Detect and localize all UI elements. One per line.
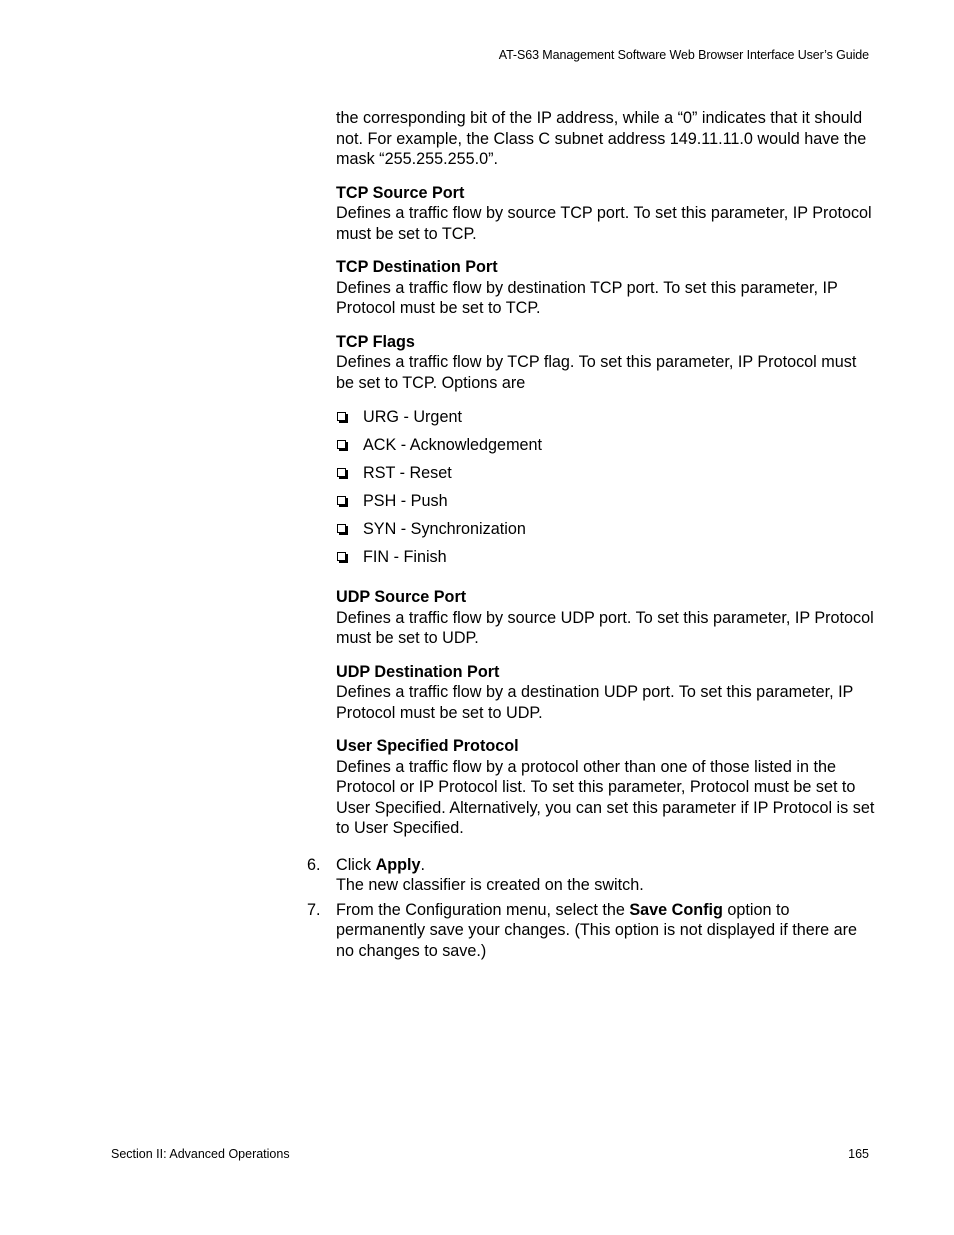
param-description: Defines a traffic flow by source UDP port. To set this parameter, IP Protocol must be set to UDP. [336, 608, 874, 647]
param-udp-destination-port [336, 662, 876, 724]
param-description: Defines a traffic flow by a protocol other than one of those listed in the Protocol or IP Protocol list. To set this parameter, Protocol must be set to User Specified. Alternatively, you can set this parameter if IP Protocol is set to User Specified. [336, 757, 875, 837]
page-number: 165 [848, 1147, 869, 1161]
list-item: FIN - Finish [336, 547, 876, 575]
checkbox-bullet-icon [337, 524, 346, 533]
param-description: Defines a traffic flow by destination TCP port. To set this parameter, IP Protocol must be set to TCP. [336, 278, 838, 317]
step-6-result: The new classifier is created on the switch. [336, 876, 644, 894]
tcp-flags-list [336, 407, 876, 575]
checkbox-bullet-icon [337, 496, 346, 505]
intro-paragraph: the corresponding bit of the IP address, while a “0” indicates that it should not. For example, the Class C subnet address 149.11.11.0 would have the mask “255.255.255.0”. [336, 109, 867, 168]
list-item: RST - Reset [336, 463, 876, 491]
page-content [307, 108, 876, 961]
param-user-specified-protocol [336, 736, 876, 839]
param-description: Defines a traffic flow by TCP flag. To set this parameter, IP Protocol must be set to TCP. Options are [336, 353, 857, 392]
step-6: 6. Click Apply. [307, 855, 426, 874]
checkbox-bullet-icon [337, 552, 346, 561]
param-tcp-flags [336, 332, 876, 394]
footer-section: Section II: Advanced Operations [111, 1147, 290, 1161]
step-number: 7. [307, 900, 321, 919]
save-config-term: Save Config [629, 900, 723, 919]
running-header: AT-S63 Management Software Web Browser Interface User’s Guide [498, 48, 869, 62]
param-title: TCP Source Port [336, 183, 465, 202]
param-title: TCP Destination Port [336, 258, 498, 276]
step-number: 6. [307, 855, 321, 874]
list-item: SYN - Synchronization [336, 519, 876, 547]
param-title: User Specified Protocol [336, 737, 519, 755]
param-udp-source-port [336, 587, 876, 649]
param-description: Defines a traffic flow by source TCP port. To set this parameter, IP Protocol must be set to TCP. [336, 204, 872, 243]
param-tcp-destination-port [336, 257, 876, 319]
apply-term: Apply [375, 855, 421, 874]
param-title: UDP Source Port [336, 588, 467, 606]
checkbox-bullet-icon [337, 468, 346, 477]
checkbox-bullet-icon [337, 440, 346, 449]
param-title: TCP Flags [336, 332, 415, 351]
param-description: Defines a traffic flow by a destination UDP port. To set this parameter, IP Protocol must be set to UDP. [336, 683, 854, 722]
param-tcp-source-port [336, 183, 876, 245]
list-item: PSH - Push [336, 491, 876, 519]
step-7: 7. From the Configuration menu, select the Save Config option to permanently save your changes. (This option is not displayed if there are no changes to save.) [307, 900, 857, 960]
list-item: ACK - Acknowledgement [336, 435, 876, 463]
list-item: URG - Urgent [336, 407, 876, 435]
checkbox-bullet-icon [337, 412, 346, 421]
param-title: UDP Destination Port [336, 662, 500, 681]
